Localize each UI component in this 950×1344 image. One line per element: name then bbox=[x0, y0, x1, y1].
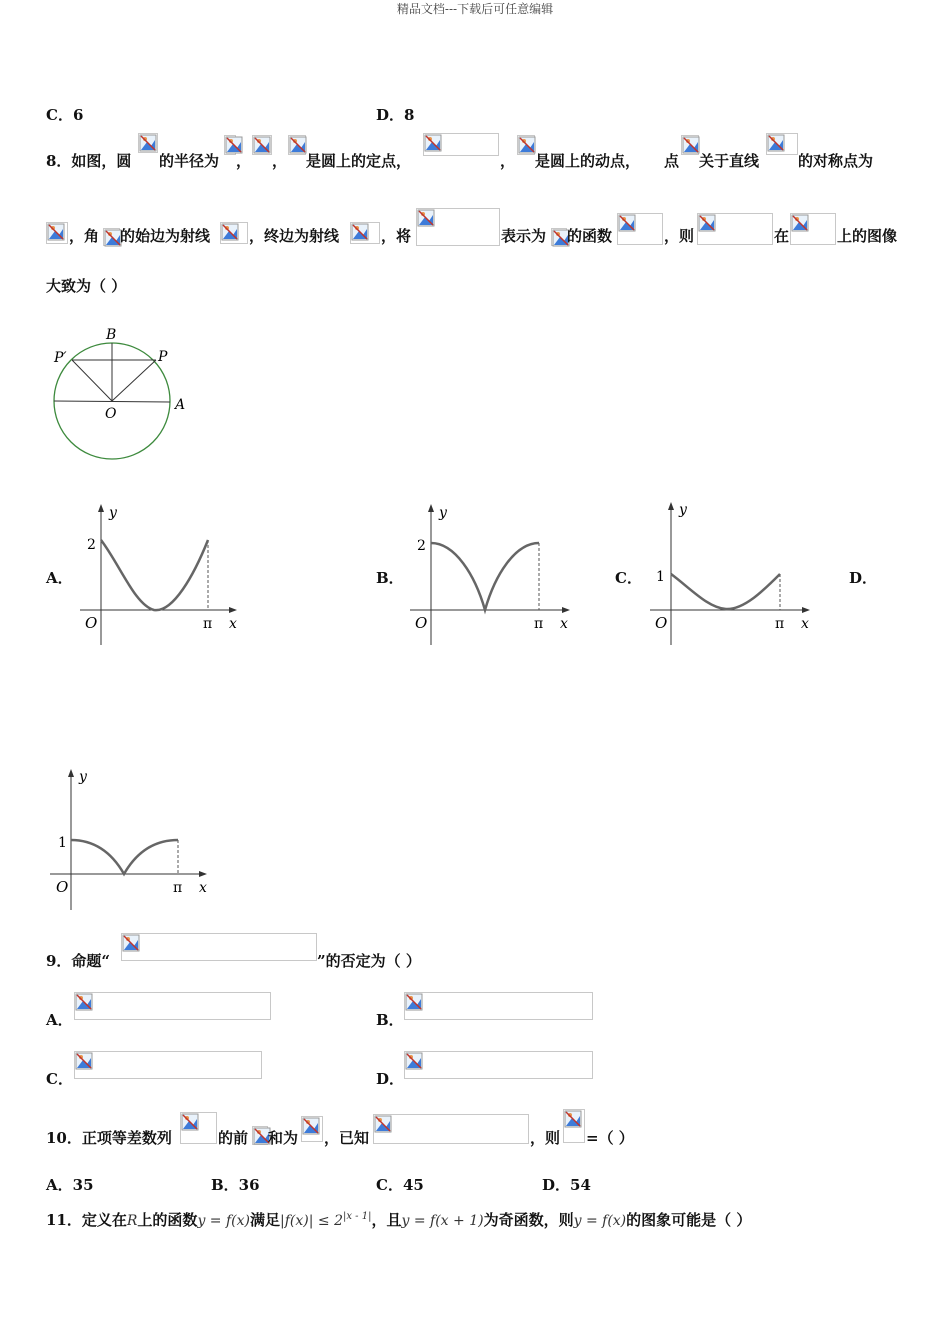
formula-image bbox=[766, 133, 798, 155]
formula-image bbox=[697, 213, 773, 245]
formula-image bbox=[224, 135, 236, 155]
formula-image bbox=[681, 135, 699, 155]
radius-op bbox=[112, 360, 156, 401]
q8-text-16: 的函数 bbox=[567, 227, 613, 245]
origin-label: O bbox=[85, 614, 98, 632]
formula-image bbox=[180, 1112, 217, 1144]
q8-text-13: ，终边为射线 bbox=[249, 227, 340, 245]
formula-image bbox=[350, 222, 380, 244]
formula-image bbox=[790, 213, 836, 245]
q8-option-d: D． bbox=[849, 569, 878, 587]
curve bbox=[101, 540, 208, 610]
q10-option-c: C．45 bbox=[376, 1176, 424, 1194]
formula-image bbox=[551, 228, 567, 246]
broken-image-icon bbox=[122, 934, 140, 952]
q11-text-2: 上的函数 bbox=[137, 1211, 198, 1229]
formula-image bbox=[373, 1114, 529, 1144]
q8-option-a: A． bbox=[46, 569, 73, 587]
q8-text-8: 点 bbox=[664, 152, 680, 170]
broken-image-icon bbox=[564, 1110, 582, 1128]
curve bbox=[71, 840, 178, 874]
x-label: x bbox=[229, 616, 237, 632]
q8-text-9: 关于直线 bbox=[699, 152, 760, 170]
y-label: y bbox=[79, 769, 87, 785]
y-label: y bbox=[679, 502, 687, 518]
formula-image bbox=[103, 228, 120, 246]
y-tick: 1 bbox=[58, 835, 67, 851]
q8-text-12: 的始边为射线 bbox=[120, 227, 211, 245]
curve bbox=[431, 543, 539, 610]
q8-text-19: 上的图像 bbox=[837, 227, 898, 245]
y-label: y bbox=[439, 505, 447, 521]
label-b: B bbox=[106, 327, 117, 343]
broken-image-icon bbox=[374, 1115, 392, 1133]
broken-image-icon bbox=[424, 134, 442, 152]
formula-image bbox=[74, 992, 271, 1020]
formula-image bbox=[220, 222, 248, 244]
y-label: y bbox=[109, 505, 117, 521]
broken-image-icon bbox=[289, 136, 307, 154]
x-label: x bbox=[801, 616, 809, 632]
formula-image bbox=[301, 1116, 323, 1142]
formula-image bbox=[423, 133, 499, 156]
q9-option-d: D． bbox=[376, 1070, 405, 1088]
formula-image bbox=[252, 135, 272, 155]
graph-c bbox=[640, 498, 820, 650]
y-axis-arrow bbox=[68, 769, 74, 777]
q8-text-2: 的半径为 bbox=[159, 152, 220, 170]
q10-text-3: 和为 bbox=[268, 1129, 299, 1147]
broken-image-icon bbox=[75, 993, 93, 1011]
broken-image-icon bbox=[47, 223, 65, 241]
q8-text-3: ， bbox=[236, 152, 252, 170]
q10-text-6: =（ ） bbox=[586, 1129, 634, 1147]
broken-image-icon bbox=[181, 1113, 199, 1131]
q7-option-d: D．8 bbox=[376, 106, 415, 124]
origin-label: O bbox=[415, 614, 428, 632]
q8-text-10: 的对称点为 bbox=[798, 152, 874, 170]
math-r: R bbox=[126, 1213, 138, 1229]
q8-text-17: ，则 bbox=[664, 227, 695, 245]
math-ineq: |f(x)| ≤ 2 bbox=[280, 1213, 343, 1229]
x-axis-arrow bbox=[562, 607, 570, 613]
q10-option-d: D．54 bbox=[542, 1176, 591, 1194]
y-tick: 2 bbox=[417, 538, 426, 554]
q11-stem bbox=[46, 1209, 751, 1230]
broken-image-icon bbox=[518, 136, 536, 154]
q8-text-4: ， bbox=[272, 152, 288, 170]
formula-image bbox=[288, 135, 306, 155]
q10-option-b: B．36 bbox=[211, 1176, 260, 1194]
circle-figure bbox=[40, 320, 200, 470]
broken-image-icon bbox=[791, 214, 809, 232]
q8-option-b: B． bbox=[376, 569, 404, 587]
q11-text-1: 11．定义在 bbox=[46, 1211, 127, 1229]
y-axis-arrow bbox=[668, 502, 674, 510]
broken-image-icon bbox=[417, 209, 435, 227]
q11-text-3: 满足 bbox=[249, 1211, 280, 1229]
q9-option-c: C． bbox=[46, 1070, 73, 1088]
broken-image-icon bbox=[405, 993, 423, 1011]
broken-image-icon bbox=[698, 214, 716, 232]
x-label: x bbox=[199, 880, 207, 896]
q11-text-5: 为奇函数，则 bbox=[483, 1211, 574, 1229]
q8-text-14: ，将 bbox=[381, 227, 412, 245]
x-label: x bbox=[560, 616, 568, 632]
broken-image-icon bbox=[221, 223, 239, 241]
math-f3: y = f(x) bbox=[573, 1213, 627, 1229]
graph-b bbox=[400, 500, 580, 650]
y-tick: 1 bbox=[656, 569, 665, 585]
math-ineq-exp: |x - 1| bbox=[342, 1211, 372, 1222]
q10-text-2: 的前 bbox=[218, 1129, 249, 1147]
formula-image bbox=[404, 1051, 593, 1079]
diameter-line bbox=[54, 401, 170, 402]
q8-text-18: 在 bbox=[774, 227, 790, 245]
broken-image-icon bbox=[302, 1117, 320, 1135]
label-o: O bbox=[105, 406, 117, 422]
formula-image bbox=[517, 135, 535, 155]
label-p-prime: P′ bbox=[54, 350, 67, 366]
broken-image-icon bbox=[75, 1052, 93, 1070]
formula-image bbox=[121, 933, 317, 961]
x-tick: π bbox=[173, 880, 183, 896]
x-tick: π bbox=[775, 616, 785, 632]
q7-option-c: C．6 bbox=[46, 106, 84, 124]
origin-label: O bbox=[56, 878, 69, 896]
broken-image-icon bbox=[253, 136, 271, 154]
broken-image-icon bbox=[405, 1052, 423, 1070]
q10-option-a: A．35 bbox=[46, 1176, 94, 1194]
y-axis-arrow bbox=[98, 504, 104, 512]
formula-image bbox=[46, 222, 68, 244]
formula-image bbox=[416, 208, 500, 246]
x-axis-arrow bbox=[802, 607, 810, 613]
formula-image bbox=[138, 133, 158, 153]
q8-option-c: C． bbox=[615, 569, 642, 587]
graph-d bbox=[40, 765, 220, 915]
y-axis-arrow bbox=[428, 504, 434, 512]
q8-text-11: ，角 bbox=[69, 227, 100, 245]
formula-image bbox=[404, 992, 593, 1020]
math-f1: y = f(x) bbox=[197, 1213, 250, 1229]
y-tick: 2 bbox=[87, 537, 96, 553]
q9-stem-start: 9．命题“ bbox=[46, 952, 111, 970]
q8-text-7: 是圆上的动点， bbox=[535, 152, 641, 170]
formula-image bbox=[617, 213, 663, 245]
broken-image-icon bbox=[139, 134, 157, 152]
q8-text-1: 8．如图，圆 bbox=[46, 152, 132, 170]
q8-text-20: 大致为（ ） bbox=[46, 277, 127, 295]
q8-text-5: 是圆上的定点， bbox=[306, 152, 412, 170]
radius-op-prime bbox=[72, 360, 112, 401]
page-header: 精品文档---下载后可任意编辑 bbox=[396, 2, 554, 16]
q8-text-6: ， bbox=[500, 152, 516, 170]
q9-stem-end: ”的否定为（ ） bbox=[317, 952, 421, 970]
x-tick: π bbox=[534, 616, 544, 632]
broken-image-icon bbox=[682, 136, 700, 154]
formula-image bbox=[74, 1051, 262, 1079]
q11-text-6: 的图象可能是（ ） bbox=[626, 1211, 752, 1229]
broken-image-icon bbox=[767, 134, 785, 152]
math-f2: y = f(x + 1) bbox=[401, 1213, 484, 1229]
x-axis-arrow bbox=[199, 871, 207, 877]
formula-image bbox=[252, 1126, 268, 1145]
q9-option-a: A． bbox=[46, 1011, 73, 1029]
broken-image-icon bbox=[351, 223, 369, 241]
curve bbox=[671, 574, 780, 609]
label-a: A bbox=[175, 397, 186, 413]
x-tick: π bbox=[203, 616, 213, 632]
q10-text-1: 10．正项等差数列 bbox=[46, 1129, 172, 1147]
formula-image bbox=[563, 1109, 585, 1143]
graph-a bbox=[70, 500, 250, 650]
q8-text-15: 表示为 bbox=[501, 227, 547, 245]
q10-text-5: ，则 bbox=[530, 1129, 561, 1147]
x-axis-arrow bbox=[229, 607, 237, 613]
broken-image-icon bbox=[618, 214, 636, 232]
q11-text-4: ，且 bbox=[371, 1211, 402, 1229]
label-p: P bbox=[158, 349, 168, 365]
q9-option-b: B． bbox=[376, 1011, 404, 1029]
q10-text-4: ，已知 bbox=[324, 1129, 370, 1147]
origin-label: O bbox=[655, 614, 668, 632]
